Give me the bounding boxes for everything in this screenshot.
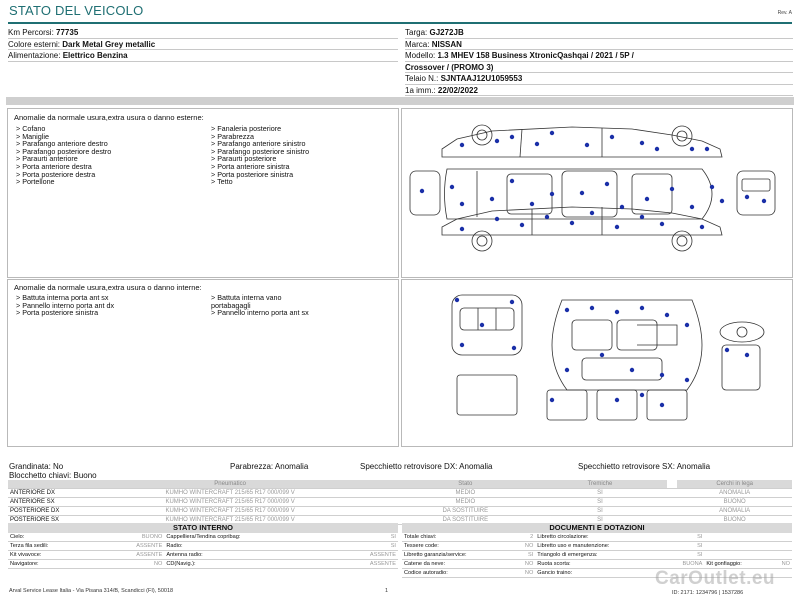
column-header: Pneumatico [62, 480, 398, 489]
list-item: > Porta posteriore destra [16, 169, 96, 179]
table-row: Totale chiavi: 2 Libretto circolazione: SI [402, 533, 792, 542]
list-item: > Parafango posteriore destro [16, 146, 112, 156]
list-item: > Pannello interno porta ant dx [16, 300, 115, 310]
immatricolazione-label: 1a imm.: [405, 85, 436, 95]
watermark-logo: CarOutlet.eu [655, 568, 776, 589]
external-damage-list-1 [16, 125, 111, 186]
list-item: > Paraurti posteriore [211, 154, 277, 164]
marca-value: NISSAN [431, 39, 462, 49]
internal-damage-list-2 [211, 294, 309, 317]
km-value: 77735 [56, 28, 79, 37]
km-label: Km Percorsi: [8, 28, 54, 37]
modello-value-cont: Crossover / (PROMO 3) [405, 62, 494, 72]
specchietto-dx-label: Specchietto retrovisore DX: Anomalia [360, 462, 493, 471]
external-damage-panel [7, 108, 399, 278]
documenti-title: DOCUMENTI E DOTAZIONI [402, 523, 792, 533]
modello-value: 1.3 MHEV 158 Business XtronicQashqai / 2021 / 5P / [437, 51, 634, 60]
list-item: > Maniglie [16, 131, 49, 141]
footer-address: Arval Service Lease Italia - Via Pisana 314/B, Scandicci (FI), 50018 [9, 588, 174, 594]
stato-interno-section [8, 523, 398, 569]
list-item: > Battuta interna porta ant sx [16, 293, 109, 302]
colore-row [8, 39, 398, 51]
table-row: Kit vivavoce: ASSENTE Antenna radio: ASSENTE [10, 552, 396, 558]
column-header: Tremiche [533, 480, 668, 489]
table-row: ANTERIORE SX KUMHO WINTERCRAFT 215/65 R17 000/099 V MEDIO SI BUONO [8, 498, 792, 507]
specchietto-sx-label: Specchietto retrovisore SX: Anomalia [578, 462, 711, 471]
car-interior-diagram [402, 280, 792, 446]
marca-row [405, 39, 793, 51]
stato-interno-title: STATO INTERNO [8, 523, 398, 533]
table-row: Tessere code: NO Libretto uso e manutenzione: SI [402, 542, 792, 551]
km-row [8, 27, 398, 39]
marca-label: Marca: [405, 39, 430, 49]
revision-label: Rev. A [777, 10, 792, 16]
external-diagram-panel [401, 108, 793, 278]
telaio-label: Telaio N.: [405, 74, 439, 83]
list-item: > Paraurti anteriore [16, 154, 78, 164]
table-row: POSTERIORE SX KUMHO WINTERCRAFT 215/65 R17 000/099 V DA SOSTITUIRE SI BUONO [8, 516, 792, 525]
table-row: POSTERIORE DX KUMHO WINTERCRAFT 215/65 R17 000/099 V DA SOSTITUIRE SI ANOMALIA [8, 507, 792, 516]
table-row: Cielo: BUONO Cappelliera/Tendina copribag: SI [10, 534, 396, 540]
internal-damage-list-1 [16, 294, 114, 317]
colore-value: Dark Metal Grey metallic [62, 39, 156, 49]
modello-row-cont [405, 62, 793, 74]
list-item: > Battuta interna vano [211, 293, 282, 302]
table-row: Terza fila sedili: ASSENTE Radio: SI [10, 543, 396, 549]
telaio-value: SJNTAAJ12U1059553 [440, 74, 523, 83]
internal-diagram-panel [401, 279, 793, 447]
parabrezza-label: Parabrezza: Anomalia [230, 462, 309, 471]
targa-row [405, 27, 793, 39]
stato-interno-table [8, 533, 398, 569]
column-header: Cerchi in lega [677, 480, 792, 489]
footer-id: ID: 2171: 1234796 | 1537286 [672, 590, 744, 596]
title-divider [8, 22, 792, 24]
list-item: > Parafango anteriore sinistro [211, 139, 306, 149]
list-item: > Pannello interno porta ant sx [211, 308, 309, 318]
list-item: > Parafango posteriore sinistro [211, 146, 310, 156]
colore-label: Colore esterni: [8, 39, 61, 49]
list-item: > Parabrezza [211, 131, 254, 141]
table-row: Codice autoradio: NO Gancio traino: [402, 569, 792, 578]
damage-markers [455, 298, 749, 407]
tyre-table [8, 480, 792, 525]
list-item: > Fanaleria posteriore [211, 124, 282, 133]
external-damage-list-2 [211, 125, 309, 186]
list-item: > Parafango anteriore destro [16, 139, 108, 149]
immatricolazione-value: 22/02/2022 [437, 85, 478, 95]
table-row: Navigatore: NO CD(Navig.): ASSENTE [10, 561, 396, 567]
targa-label: Targa: [405, 28, 428, 37]
list-item: > Portellone [16, 177, 55, 187]
blocchetto-chiavi-label: Blocchetto chiavi: Buono [9, 471, 97, 480]
modello-row [405, 50, 793, 62]
table-row: ANTERIORE DX KUMHO WINTERCRAFT 215/65 R17 000/099 V MEDIO SI ANOMALIA [8, 489, 792, 498]
immatricolazione-row [405, 85, 793, 97]
table-row: Catene da neve: NO Ruota scorta: BUONA Kit gonfiaggio: NO [404, 561, 790, 567]
column-header: Stato [398, 480, 533, 489]
alimentazione-row [8, 50, 398, 62]
telaio-row [405, 73, 793, 85]
table-row: Libretto garanzia/service: SI Triangolo di emergenza: SI [402, 551, 792, 560]
section-band [6, 97, 794, 105]
list-item: portabagagli [211, 300, 251, 310]
damage-markers [420, 131, 766, 231]
page-title: STATO DEL VEICOLO [9, 3, 144, 18]
list-item: > Porta anteriore sinistra [211, 161, 290, 171]
car-exterior-diagram [402, 109, 792, 277]
alimentazione-value: Elettrico Benzina [62, 51, 128, 60]
internal-damage-title: Anomalie da normale usura,extra usura o danno interne: [14, 283, 202, 292]
alimentazione-label: Alimentazione: [8, 51, 61, 60]
list-item: > Porta posteriore sinistra [211, 169, 294, 179]
list-item: > Porta posteriore sinistra [16, 308, 99, 318]
list-item: > Tetto [211, 177, 233, 187]
list-item: > Cofano [16, 124, 46, 133]
grandinata-label: Grandinata: No [9, 462, 64, 471]
internal-damage-panel [7, 279, 399, 447]
page-number: 1 [385, 588, 389, 594]
targa-value: GJ272JB [429, 28, 464, 37]
external-damage-title: Anomalie da normale usura,extra usura o danno esterne: [14, 113, 204, 122]
modello-label: Modello: [405, 51, 436, 60]
list-item: > Porta anteriore destra [16, 161, 92, 171]
